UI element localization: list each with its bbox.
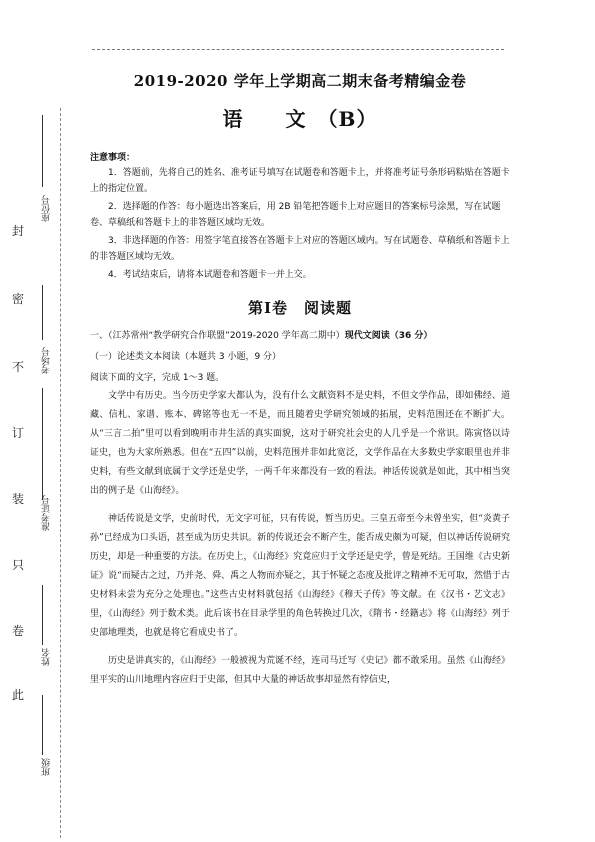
admission-number-label: 准考证号 bbox=[42, 495, 52, 531]
seal-char-bu: 不 bbox=[11, 360, 24, 374]
notice-heading: 注意事项： bbox=[90, 153, 136, 163]
binding-dashed-line bbox=[60, 108, 61, 838]
seal-char-mi: 密 bbox=[11, 292, 24, 306]
exam-room-label: 考场号 bbox=[42, 347, 52, 374]
seal-char-zhi: 只 bbox=[11, 558, 24, 572]
notice-item: 2．选择题的作答：每小题选出答案后，用 2B 铅笔把答题卡上对应题目的答案标号涂黑，写在试题卷、草稿纸和答题卡上的非答题区域均无效。 bbox=[90, 202, 501, 228]
exam-title: 2019-2020 学年上学期高二期末备考精编金卷 bbox=[133, 72, 467, 90]
seal-char-ding: 订 bbox=[11, 426, 24, 440]
question-heading bbox=[90, 328, 510, 341]
seal-char-zhuang: 装 bbox=[11, 492, 24, 506]
reading-instruction: 阅读下面的文字，完成 1～3 题。 bbox=[90, 373, 225, 383]
seal-char-feng: 封 bbox=[11, 224, 24, 238]
passage-paragraph: 历史是讲真实的，《山海经》一般被视为荒诞不经，连司马迁写《史记》都不敢采用。虽然《山海经》里平实的山川地理内容应归于史部，但其中大量的神话故事却显然有悖信史， bbox=[90, 656, 510, 685]
seat-number-label: 座位号 bbox=[42, 195, 52, 222]
notice-item: 4．考试结束后，请将本试题卷和答题卡一并上交。 bbox=[108, 270, 312, 280]
sub-section-heading: （一）论述类文本阅读（本题共 3 小题，9 分） bbox=[90, 352, 282, 362]
document-body bbox=[90, 70, 510, 699]
section-title: 第Ⅰ卷 阅读题 bbox=[247, 299, 353, 317]
admission-number-blank-line bbox=[42, 388, 43, 500]
seal-char-ci: 此 bbox=[11, 688, 24, 702]
question-category: 现代文阅读（36 分） bbox=[344, 331, 433, 341]
class-label: 班级 bbox=[42, 758, 52, 776]
name-blank-line bbox=[42, 585, 43, 645]
question-source: 一、（江苏常州“教学研究合作联盟”2019-2020 学年高二期中） bbox=[90, 331, 345, 341]
passage-paragraph: 文学中有历史。当今历史学家大都认为，没有什么文献资料不是史料，不但文学作品，即如佛经、道藏、信札、家谱、账本、碑铭等也无一不是，而且随着史学研究领域的拓展，史料范围还在不断扩大。从“三言二拍”里可以看到晚明市井生活的真实面貌，这对于研究社会史的人几乎是一个常识。陈寅恪以诗证史，也为大家所熟悉。但在“五四”以前，史料范围并非如此宽泛，文学作品在大多数史学家眼里也并非史料，有些文献到底属于文学还是史学，一两千年来都没有一致的看法。神话传说就是如此，其中相当突出的例子是《山海经》。 bbox=[90, 391, 510, 496]
seal-char-juan: 卷 bbox=[11, 624, 24, 638]
exam-room-blank-line bbox=[42, 285, 43, 340]
seat-number-blank-line bbox=[42, 115, 43, 187]
top-dashed-rule bbox=[92, 49, 504, 50]
notice-item: 3．非选择题的作答：用签字笔直接答在答题卡上对应的答题区域内。写在试题卷、草稿纸和答题卡上的非答题区域均无效。 bbox=[90, 236, 510, 262]
class-blank-line bbox=[42, 695, 43, 755]
name-label: 姓名 bbox=[42, 648, 52, 666]
passage-paragraph: 神话传说是文学，史前时代，无文字可征，只有传说，暂当历史。三皇五帝至今未曾坐实，但“炎黄子孙”已经成为口头语，甚至成为历史共识。新的传说还会不断产生，能否成史颇为可疑，但以神话传说研究历史，却是一种重要的方法。在历史上，《山海经》究竟应归于文学还是史学，曾是死结。王国维《古史新证》说“而疑古之过，乃并尧、舜、禹之人物而亦疑之，其于怀疑之态度及批评之精神不无可取，然惜于古史材料未尝为充分之处理也。”这些古史材料就包括《山海经》《穆天子传》等文献。在《汉书・艺文志》里，《山海经》列于数术类。此后该书在目录学里的角色转换过几次，《隋书・经籍志》将《山海经》列于史部地理类，也就是将它看成史书了。 bbox=[90, 514, 510, 638]
notice-item: 1．答题前，先将自己的姓名、准考证号填写在试题卷和答题卡上，并将准考证号条形码粘贴在答题卡上的指定位置。 bbox=[90, 168, 510, 194]
subject-title: 语 文 （B） bbox=[222, 107, 378, 131]
